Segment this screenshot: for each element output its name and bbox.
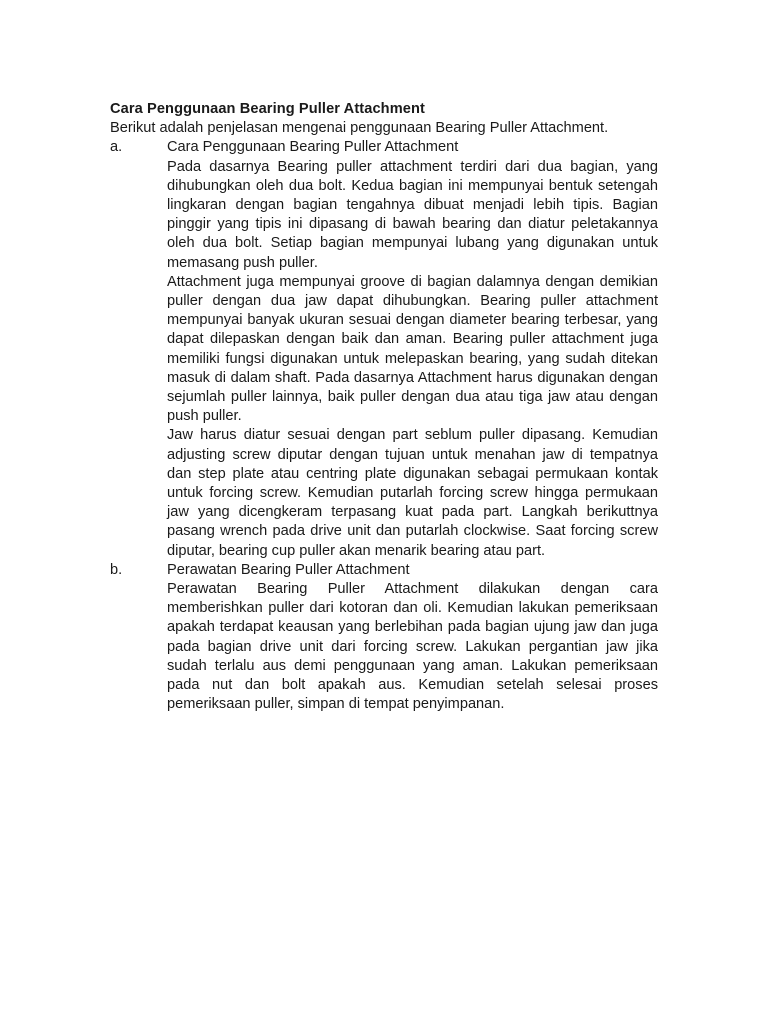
section-a-body [110, 158, 658, 561]
section-b-heading: Perawatan Bearing Puller Attachment [167, 561, 410, 578]
section-a-heading: Cara Penggunaan Bearing Puller Attachment [167, 139, 459, 156]
section-b [110, 561, 658, 715]
section-b-heading-row [110, 561, 658, 580]
section-b-body [110, 580, 658, 714]
section-a-marker: a. [110, 139, 123, 156]
section-b-paragraph-1: Perawatan Bearing Puller Attachment dilakukan dengan cara memberishkan puller dari kotoran dan oli. Kemudian lakukan pemeriksaan apakah terdapat keausan yang berlebihan pada bagian ujung jaw dan juga pada bagian drive unit dari forcing screw. Lakukan pergantian jaw jika sudah terlalu aus demi penggunaan yang aman. Lakukan pemeriksaan pada nut dan bolt apakah aus. Kemudian setelah selesai proses pemeriksaan puller, simpan di tempat penyimpanan. [167, 581, 658, 713]
section-a-paragraph-2: Attachment juga mempunyai groove di bagian dalamnya dengan demikian puller dengan dua jaw dapat dihubungkan. Bearing puller attachment mempunyai banyak ukuran sesuai dengan diameter bearing terbesar, yang dapat dilepaskan dengan baik dan aman. Bearing puller attachment juga memiliki fungsi digunakan untuk melepaskan bearing, yang sudah ditekan masuk di dalam shaft. Pada dasarnya Attachment harus digunakan dengan sejumlah puller lainnya, baik puller dengan dua atau tiga jaw atau dengan push puller. [167, 273, 658, 425]
section-b-marker: b. [110, 561, 123, 578]
section-a-heading-row [110, 138, 658, 157]
intro-paragraph: Berikut adalah penjelasan mengenai penggunaan Bearing Puller Attachment. [110, 120, 609, 137]
document-content [110, 100, 658, 715]
section-a-paragraph-1: Pada dasarnya Bearing puller attachment terdiri dari dua bagian, yang dihubungkan oleh dua bolt. Kedua bagian ini mempunyai bentuk setengah lingkaran dengan bagian tengahnya dibuat menjadi lebih tipis. Bagian pinggir yang tipis ini dipasang di bawah bearing dan diatur peletakannya oleh dua bolt. Setiap bagian mempunyai lubang yang digunakan untuk memasang push puller. [167, 158, 658, 271]
section-a [110, 138, 658, 560]
section-a-paragraph-3: Jaw harus diatur sesuai dengan part seblum puller dipasang. Kemudian adjusting screw diputar dengan tujuan untuk menahan jaw di tempatnya dan step plate atau centring plate digunakan sebagai permukaan kontak untuk forcing screw. Kemudian putarlah forcing screw hingga permukaan jaw yang dicengkeram terpasang kuat pada part. Langkah berikuttnya pasang wrench pada drive unit dan putarlah clockwise. Saat forcing screw diputar, bearing cup puller akan menarik bearing atau part. [167, 427, 658, 559]
document-title: Cara Penggunaan Bearing Puller Attachment [110, 101, 425, 117]
